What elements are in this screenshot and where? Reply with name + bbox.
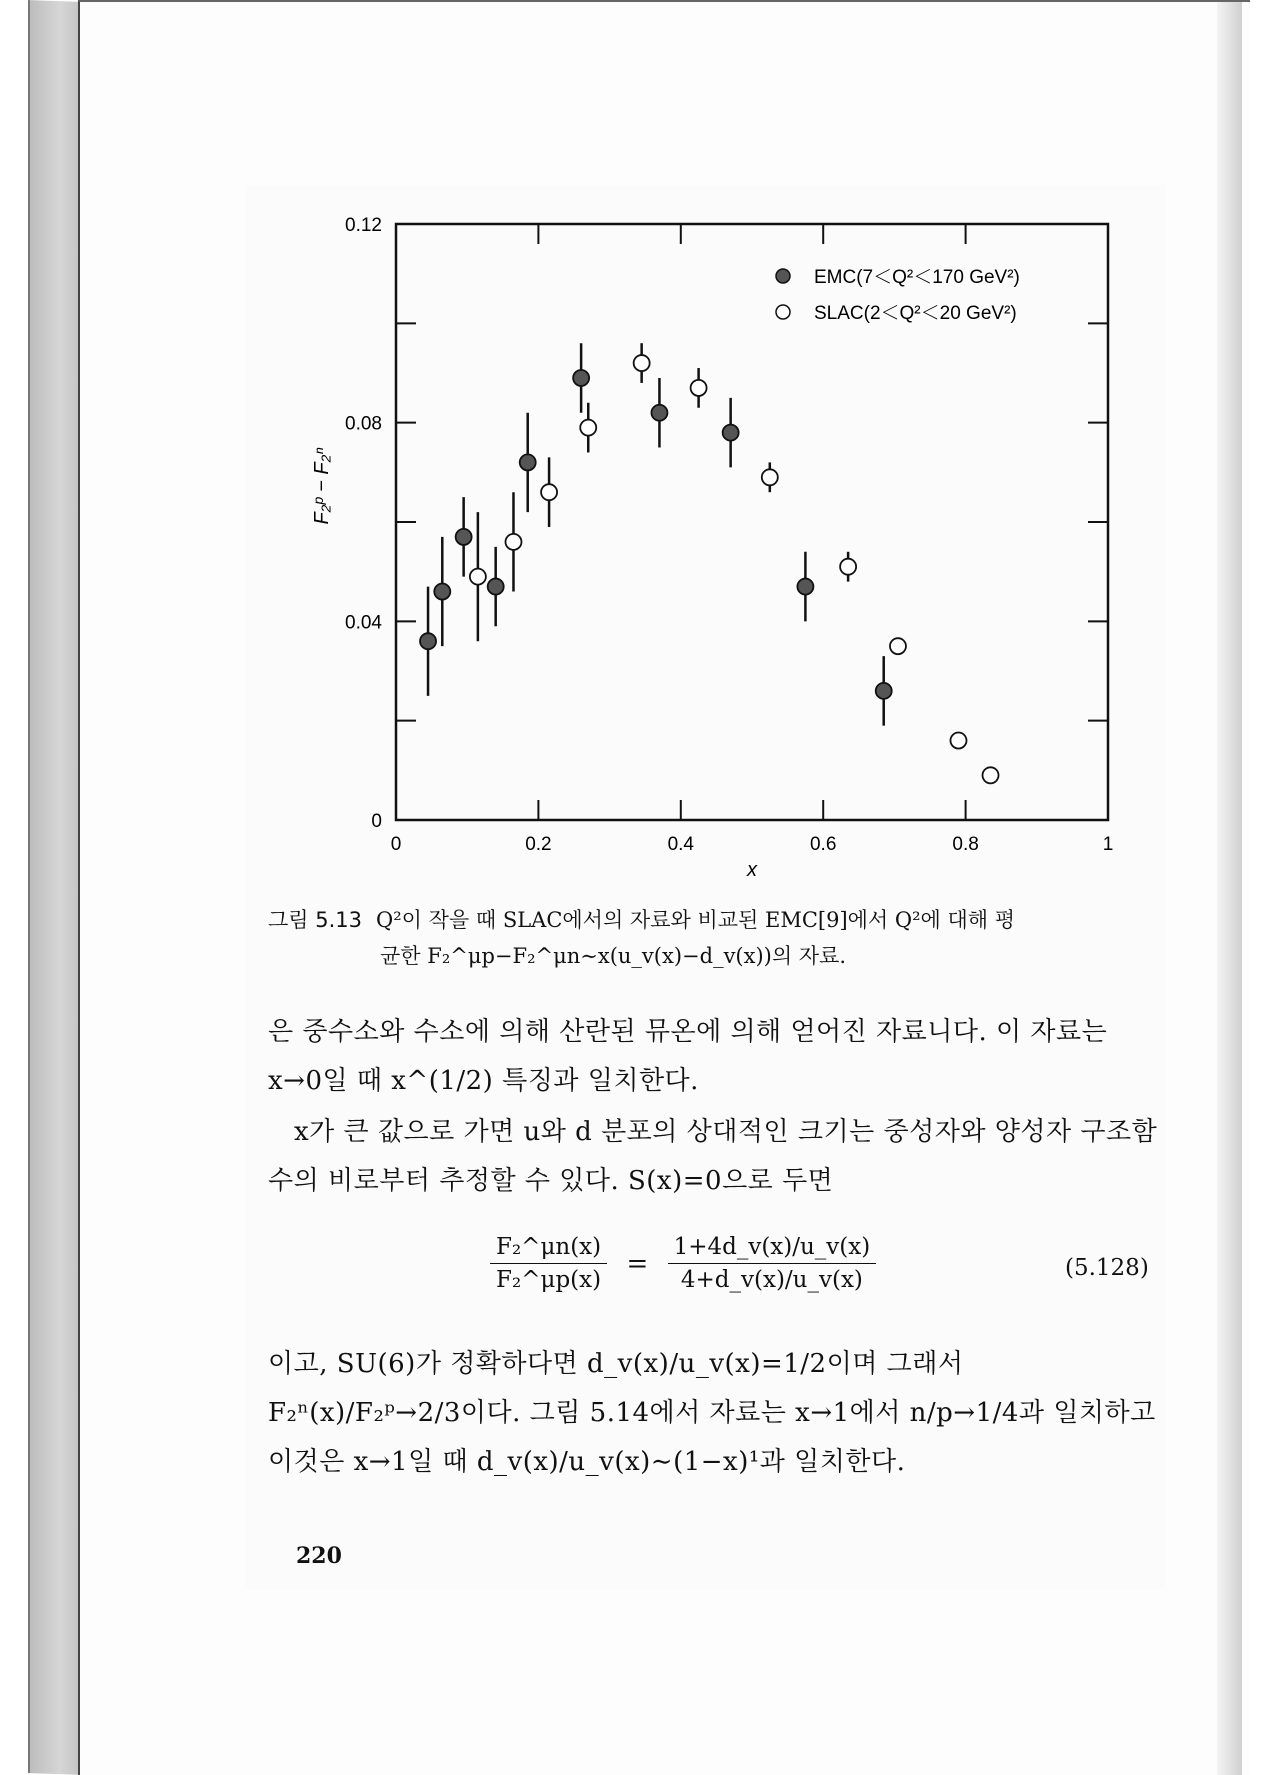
legend-label-emc: EMC(7＜Q²＜170 GeV²) — [814, 267, 1020, 288]
emc-data-point — [420, 633, 436, 649]
x-tick-label: 0.2 — [525, 834, 552, 855]
emc-data-point — [573, 370, 589, 386]
emc-data-point — [797, 579, 813, 595]
x-axis-label: x — [747, 859, 757, 880]
rhs-fraction — [668, 1234, 877, 1293]
chart — [290, 200, 1150, 880]
y-tick-label: 0.08 — [345, 413, 382, 435]
paragraph-3: 이고, SU(6)가 정확하다면 d_v(x)/u_v(x)=1/2이며 그래서 F₂ⁿ(x)/F₂ᵖ→2/3이다. 그림 5.14에서 자료는 x→1에서 n/p→1/4과 일치하고 이것은 x→1일 때 d_v(x)/u_v(x)∼(1−x)¹과 일치한다. — [268, 1349, 1156, 1477]
x-tick-label: 0.4 — [667, 834, 695, 855]
x-tick-label: 0 — [390, 834, 402, 855]
emc-data-point — [723, 425, 739, 441]
emc-data-point — [434, 584, 450, 600]
equals-sign: = — [626, 1248, 649, 1279]
page-edge-shadow — [1217, 2, 1242, 1775]
y-axis-label: F₂ᵖ − F₂ⁿ — [311, 447, 333, 525]
page-number: 220 — [296, 1543, 342, 1569]
data-points — [420, 343, 998, 783]
slac-data-point — [890, 638, 906, 654]
emc-data-point — [456, 529, 472, 545]
caption-line-2: 균한 F₂^μp−F₂^μn∼x(u_v(x)−d_v(x))의 자료. — [380, 944, 847, 968]
caption-label: 그림 5.13 — [268, 908, 363, 932]
lhs-numerator: F₂^μn(x) — [490, 1234, 607, 1264]
slac-data-point — [505, 534, 521, 550]
emc-data-point — [520, 454, 536, 470]
x-tick-label: 0.6 — [809, 834, 837, 855]
equation-5-128 — [490, 1234, 876, 1293]
legend-label-slac: SLAC(2＜Q²＜20 GeV²) — [814, 303, 1017, 324]
equation-number: (5.128) — [1065, 1255, 1149, 1281]
slac-data-point — [691, 380, 707, 396]
emc-data-point — [876, 683, 892, 699]
x-tick-label: 0.8 — [952, 834, 979, 855]
caption-line-1: Q²이 작을 때 SLAC에서의 자료와 비교된 EMC[9]에서 Q²에 대해 평 — [376, 908, 1016, 932]
book-spine — [28, 0, 82, 1775]
paragraph-2: x가 큰 값으로 가면 u와 d 분포의 상대적인 크기는 중성자와 양성자 구조함수의 비로부터 추정할 수 있다. S(x)=0으로 두면 — [268, 1117, 1158, 1196]
lhs-fraction — [490, 1234, 607, 1293]
y-tick-label: 0.12 — [345, 215, 382, 236]
paragraph-1: 은 중수소와 수소에 의해 산란된 뮤온에 의해 얻어진 자료니다. 이 자료는 x→0일 때 x^(1/2) 특징과 일치한다. — [268, 1017, 1108, 1096]
y-tick-label: 0.04 — [345, 612, 382, 634]
legend-marker-emc — [776, 269, 790, 283]
emc-data-point — [651, 405, 667, 421]
y-tick-label: 0 — [371, 811, 382, 832]
x-tick-label: 1 — [1102, 834, 1114, 855]
legend-marker-slac — [776, 305, 790, 319]
slac-data-point — [541, 484, 557, 500]
slac-data-point — [470, 569, 486, 585]
rhs-numerator: 1+4d_v(x)/u_v(x) — [668, 1234, 877, 1264]
rhs-denominator: 4+d_v(x)/u_v(x) — [680, 1267, 863, 1293]
lhs-denominator: F₂^μp(x) — [496, 1267, 602, 1293]
slac-data-point — [580, 420, 596, 436]
slac-data-point — [840, 559, 856, 575]
slac-data-point — [983, 767, 999, 783]
legend — [776, 267, 1020, 324]
emc-data-point — [488, 579, 504, 595]
slac-data-point — [950, 733, 966, 749]
slac-data-point — [634, 355, 650, 371]
slac-data-point — [762, 469, 778, 485]
figure-caption — [268, 902, 1148, 974]
